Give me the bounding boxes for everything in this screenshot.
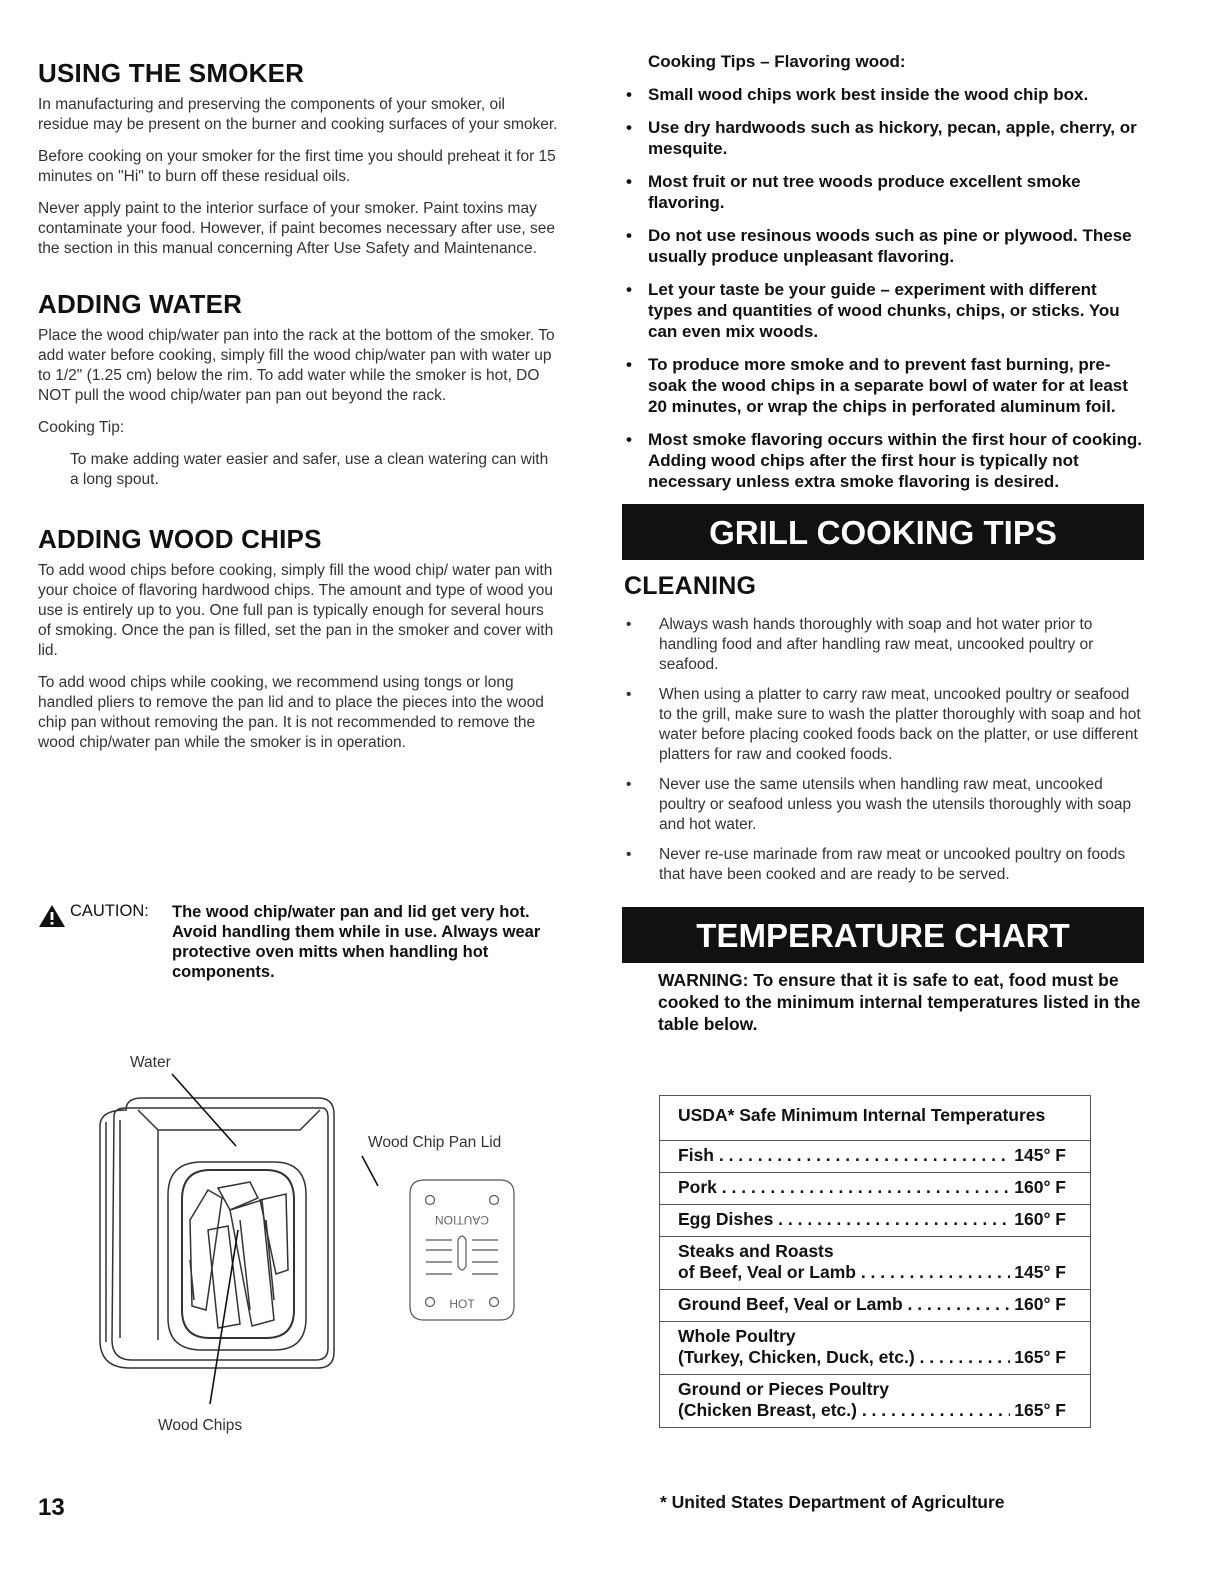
list-item: • Let your taste be your guide – experiment with different types and quantities of wood chunks, chips, or sticks. You can even mix woods. (626, 280, 1120, 341)
list-item: • Most smoke flavoring occurs within the first hour of cooking. Adding wood chips after the first hour is typically not necessary unless extra smoke flavoring is desired. (626, 430, 1142, 491)
table-header: USDA* Safe Minimum Internal Temperatures (660, 1096, 1090, 1141)
table-row: Pork . . . 160° F (660, 1173, 1090, 1205)
usda-footnote: * United States Department of Agriculture (660, 1492, 1005, 1512)
figure-label-water: Water (130, 1054, 171, 1071)
adding-water-p1: Place the wood chip/water pan into the rack at the bottom of the smoker. To add water before cooking, simply fill the wood chip/water pan with water up to 1/2" (1.25 cm) below the rim. To add water while the smoker is hot, DO NOT pull the wood chip/water pan pan out beyond the rack. (38, 327, 555, 404)
using-smoker-p3: Never apply paint to the interior surface of your smoker. Paint toxins may contaminate your food. However, if paint becomes necessary after use, see the section in this manual concerning After Use Safety and Maintenance. (38, 200, 555, 257)
adding-wood-chips-heading: ADDING WOOD CHIPS (38, 524, 322, 554)
temperature-table (659, 1095, 1091, 1428)
cooking-tip-text: To make adding water easier and safer, use a clean watering can with a long spout. (70, 451, 549, 488)
list-item: • Never re-use marinade from raw meat or uncooked poultry on foods that have been cooked and are ready to be served. (626, 846, 1126, 883)
list-item: • Small wood chips work best inside the wood chip box. (626, 85, 1089, 104)
table-row: Egg Dishes . . . 160° F (660, 1205, 1090, 1237)
list-item: • Never use the same utensils when handling raw meat, uncooked poultry or seafood unless you wash the utensils thoroughly with soap and hot water. (626, 776, 1132, 833)
table-row: Fish . . . 145° F (660, 1141, 1090, 1173)
table-row: Steaks and Roasts of Beef, Veal or Lamb . . . 145° F (660, 1237, 1090, 1290)
caution-block (38, 902, 558, 982)
adding-water-heading: ADDING WATER (38, 289, 243, 319)
using-smoker-p2: Before cooking on your smoker for the first time you should preheat it for 15 minutes on "Hi" to burn off these residual oils. (38, 148, 556, 185)
cleaning-heading: CLEANING (624, 572, 757, 600)
list-item: • Always wash hands thoroughly with soap and hot water prior to handling food and after handling raw meat, uncooked poultry or seafood. (626, 616, 1094, 673)
adding-chips-p2: To add wood chips while cooking, we recommend using tongs or long handled pliers to remove the pan lid and to place the pieces into the wood chip pan without removing the pan. It is not recommended to remove the wood chip/water pan while the smoker is in operation. (38, 674, 544, 751)
using-smoker-p1: In manufacturing and preserving the components of your smoker, oil residue may be present on the burner and cooking surfaces of your smoker. (38, 96, 558, 133)
list-item: • When using a platter to carry raw meat, uncooked poultry or seafood to the grill, make sure to wash the platter thoroughly with soap and hot water before placing cooked foods back on the platter, or use different platters for raw and cooked foods. (626, 686, 1141, 763)
temperature-chart-banner: TEMPERATURE CHART (622, 907, 1144, 963)
list-item: • Most fruit or nut tree woods produce excellent smoke flavoring. (626, 172, 1081, 212)
right-column (622, 52, 1144, 1035)
warning-text: WARNING: To ensure that it is safe to eat, food must be cooked to the minimum internal temperatures listed in the table below. (658, 970, 1141, 1034)
table-row: Ground Beef, Veal or Lamb . . . 160° F (660, 1290, 1090, 1322)
cleaning-list (622, 615, 1144, 885)
left-column (38, 58, 558, 765)
table-row: Ground or Pieces Poultry (Chicken Breast, etc.) . . . 165° F (660, 1375, 1090, 1427)
grill-cooking-tips-banner: GRILL COOKING TIPS (622, 504, 1144, 560)
list-item: • Use dry hardwoods such as hickory, pecan, apple, cherry, or mesquite. (626, 118, 1137, 158)
lid-caution-text: CAUTION (435, 1213, 489, 1227)
lid-hot-text: HOT (449, 1297, 475, 1311)
adding-chips-p1: To add wood chips before cooking, simply fill the wood chip/ water pan with your choice of flavoring hardwood chips. The amount and type of wood you use is entirely up to you. One full pan is typically enough for several hours of smoking. Once the pan is filled, set the pan in the smoker and cover with lid. (38, 562, 554, 659)
cooking-tips-list (622, 84, 1144, 492)
page-number: 13 (38, 1494, 65, 1521)
figure-label-chips: Wood Chips (158, 1417, 243, 1434)
caution-text: The wood chip/water pan and lid get very hot. Avoid handling them while in use. Always wear protective oven mitts when handling hot components. (172, 903, 541, 981)
using-smoker-heading: USING THE SMOKER (38, 58, 305, 88)
list-item: • To produce more smoke and to prevent fast burning, pre-soak the wood chips in a separate bowl of water for at least 20 minutes, or wrap the chips in perforated aluminum foil. (626, 355, 1128, 416)
wood-chip-pan-illustration (90, 1070, 530, 1410)
table-row: Whole Poultry (Turkey, Chicken, Duck, etc.) . . . 165° F (660, 1322, 1090, 1375)
caution-label: CAUTION: (70, 902, 149, 920)
figure-label-lid: Wood Chip Pan Lid (368, 1134, 502, 1151)
list-item: • Do not use resinous woods such as pine or plywood. These usually produce unpleasant flavoring. (626, 226, 1132, 266)
cooking-tip-label: Cooking Tip: (38, 419, 125, 436)
warning-triangle-icon (38, 904, 66, 928)
cooking-tips-title: Cooking Tips – Flavoring wood: (648, 52, 906, 71)
